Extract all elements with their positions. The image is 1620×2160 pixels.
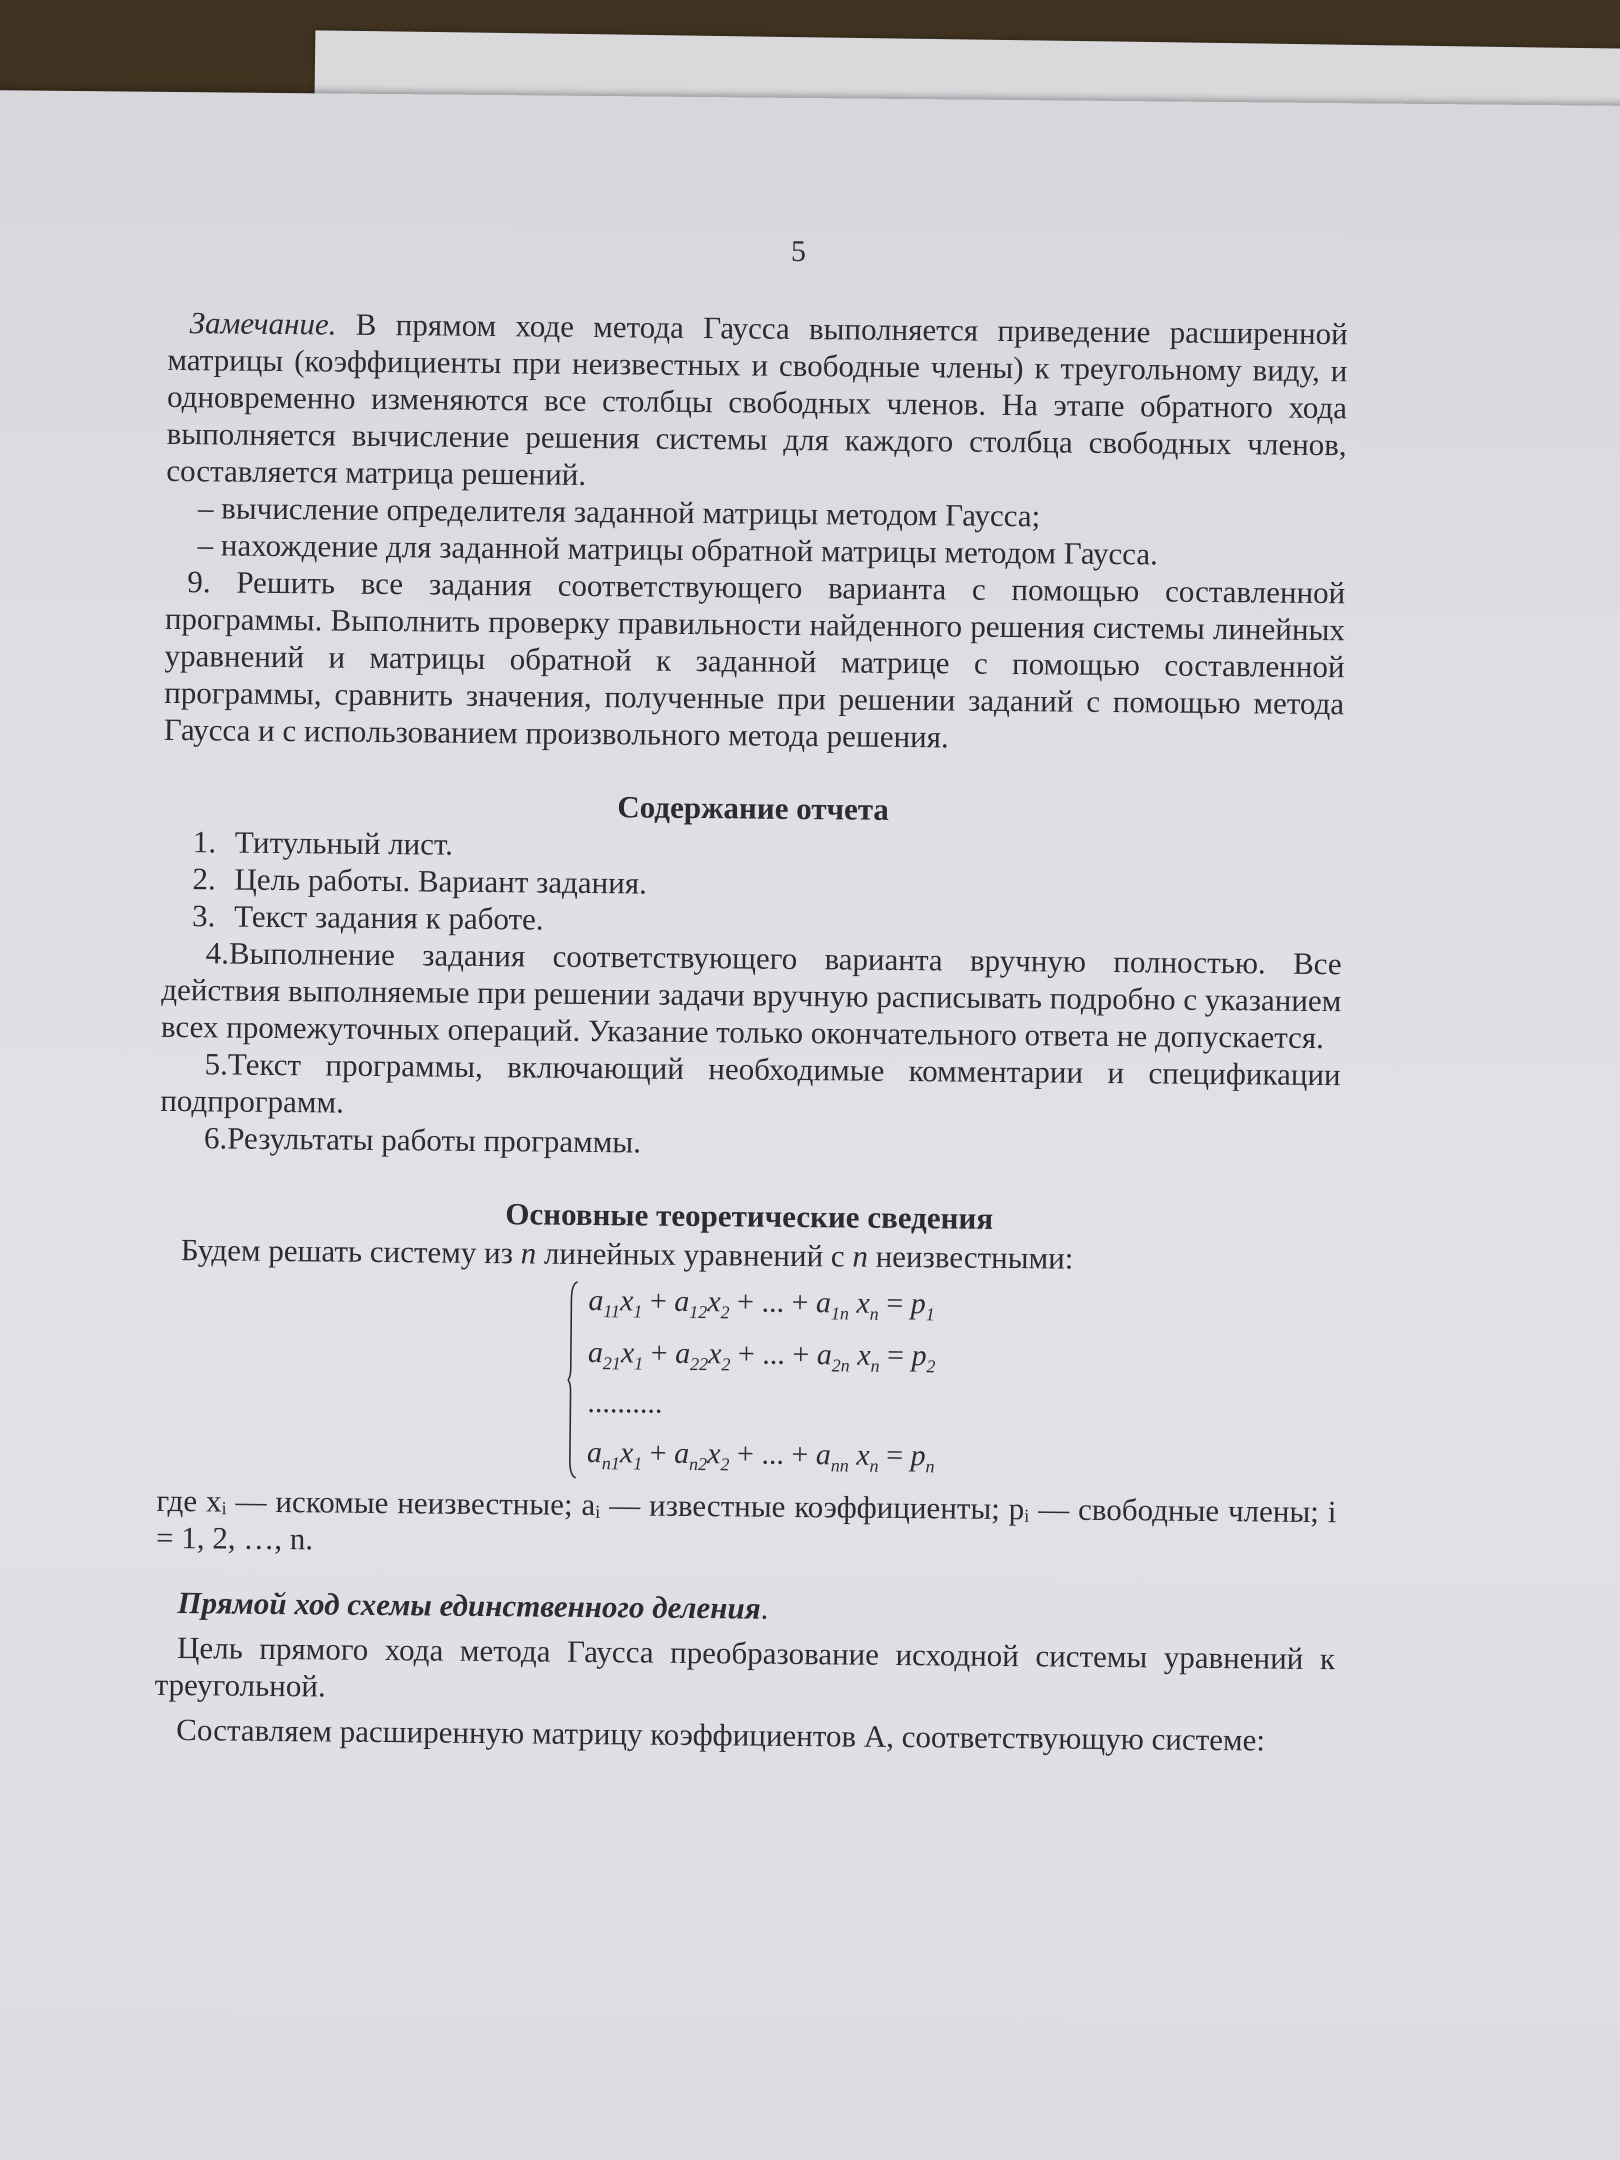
report-heading: Содержание отчета [617,789,890,827]
report-item-number: 2. [192,861,216,897]
report-item-number: 1. [192,824,217,860]
report-item-text: Текст задания к работе. [233,898,544,937]
equation-row-1: $a_{11}x_1 + a_{12}x_2$ + ... + $a_{1n}$ $x_n = p_1$ [588,1283,935,1325]
report-item-number: 4. [205,935,230,971]
theory-intro-start: Будем решать систему из [180,1232,521,1271]
report-item [160,1045,1341,1130]
report-item-text: Титульный лист. [234,824,454,862]
report-item-text: Цель работы. Вариант задания. [234,861,647,901]
report-item-number: 6. [203,1120,228,1156]
theory-intro-mid: линейных уравнений с [536,1235,853,1274]
equation-dots: .......... [587,1385,663,1420]
equation-row-n: $a_{n1}x_1 + a_{n2}x_2$ + ... + $a_{nn}$ $x_n = p_n$ [586,1435,935,1477]
page-content [154,227,1349,1759]
remark-label: Замечание. [189,305,337,342]
theory-intro-end: неизвестными: [867,1238,1074,1276]
report-item-text: Текст программы, включающий необходимые комментарии и спецификации подпрограмм. [160,1046,1341,1120]
report-item-number: 3. [191,898,216,934]
remark-paragraph [166,304,1348,500]
theory-n-var: n [852,1238,869,1274]
forward-heading-period: . [760,1590,769,1626]
remark-text: В прямом ходе метода Гаусса выполняется приведение расширенной матрицы (коэффициенты при неизвестных и свободные члены) к треугольному виду, и одновременно изменяются все столбцы свободных членов. На этапе обратного хода выполняется вычисление решения системы для каждого столбца свободных членов, составляется матрица решений. [166,306,1348,492]
forward-paragraph-2: Составляем расширенную матрицу коэффициентов A, соответствующую системе: [176,1712,1266,1758]
report-item-text: Результаты работы программы. [227,1120,642,1160]
system-brace [567,1280,579,1480]
document-page [0,90,1620,2160]
forward-heading-text: Прямой ход схемы единственного деления [177,1585,761,1626]
dash-item-inverse: – нахождение для заданной матрицы обратной матрицы методом Гаусса. [197,527,1159,572]
equation-system [567,1280,1339,1487]
item-9-paragraph: 9. Решить все задания соответствующего варианта с помощью составленной программы. Выполнить проверку правильности найденного решения системы линейных уравнений и матрицы обратной к заданной матрице с помощью составленной программы, сравнить значения, полученные при решении заданий с помощью метода Гаусса и с использованием произвольного метода решения. [163,564,1346,755]
where-paragraph: где xᵢ — искомые неизвестные; aᵢ — известные коэффициенты; pᵢ — свободные члены; i = 1, 2, …, n. [155,1482,1337,1557]
forward-heading [155,1584,1335,1632]
report-item-number: 5. [204,1046,229,1082]
equation-row-2: $a_{21}x_1 + a_{22}x_2$ + ... + $a_{2n}$ $x_n = p_2$ [587,1335,936,1377]
dash-item-determinant: – вычисление определителя заданной матрицы методом Гаусса; [197,490,1041,534]
page-number: 5 [790,234,807,269]
report-item-text: Выполнение задания соответствующего варианта вручную полностью. Все действия выполняемые при решении задачи вручную расписывать подробно с указанием всех промежуточных операций. Указание только окончательного ответа не допускается. [160,935,1342,1056]
theory-n-var: n [520,1235,537,1271]
forward-paragraph-1: Цель прямого хода метода Гаусса преобразование исходной системы уравнений к треугольной. [154,1630,1336,1704]
theory-heading: Основные теоретические сведения [505,1196,994,1236]
report-item [161,934,1342,1056]
